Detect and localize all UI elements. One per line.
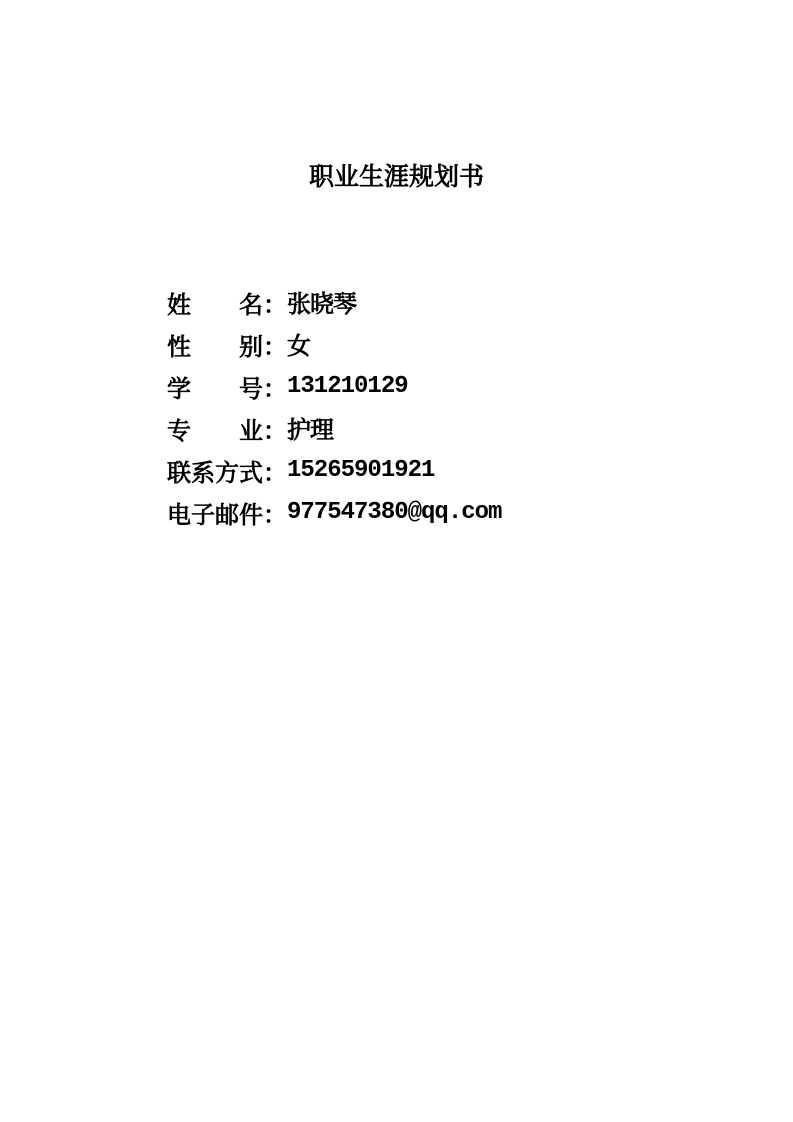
field-value: 张晓琴 <box>287 293 356 320</box>
field-label: 性别 <box>167 334 263 361</box>
field-label: 电子邮件 <box>167 502 263 529</box>
field-value: 131210129 <box>287 372 408 400</box>
field-row-major <box>167 407 501 449</box>
field-row-name <box>167 281 501 323</box>
field-value: 977547380@qq.com <box>287 498 502 526</box>
field-colon: ： <box>263 292 287 319</box>
field-value: 护理 <box>287 419 333 446</box>
field-value: 15265901921 <box>287 456 435 484</box>
field-label: 专业 <box>167 418 263 445</box>
field-label: 学号 <box>167 376 263 403</box>
field-colon: ： <box>263 376 287 403</box>
field-label: 联系方式 <box>167 460 263 487</box>
field-colon: ： <box>263 502 287 529</box>
field-row-email <box>167 491 501 533</box>
field-colon: ： <box>263 334 287 361</box>
field-row-contact <box>167 449 501 491</box>
field-row-student-id <box>167 365 501 407</box>
field-colon: ： <box>263 418 287 445</box>
field-value: 女 <box>287 335 310 362</box>
field-label: 姓名 <box>167 292 263 319</box>
field-row-gender <box>167 323 501 365</box>
document-title: 职业生涯规划书 <box>308 164 484 191</box>
cover-fields <box>167 281 501 533</box>
field-colon: ： <box>263 460 287 487</box>
